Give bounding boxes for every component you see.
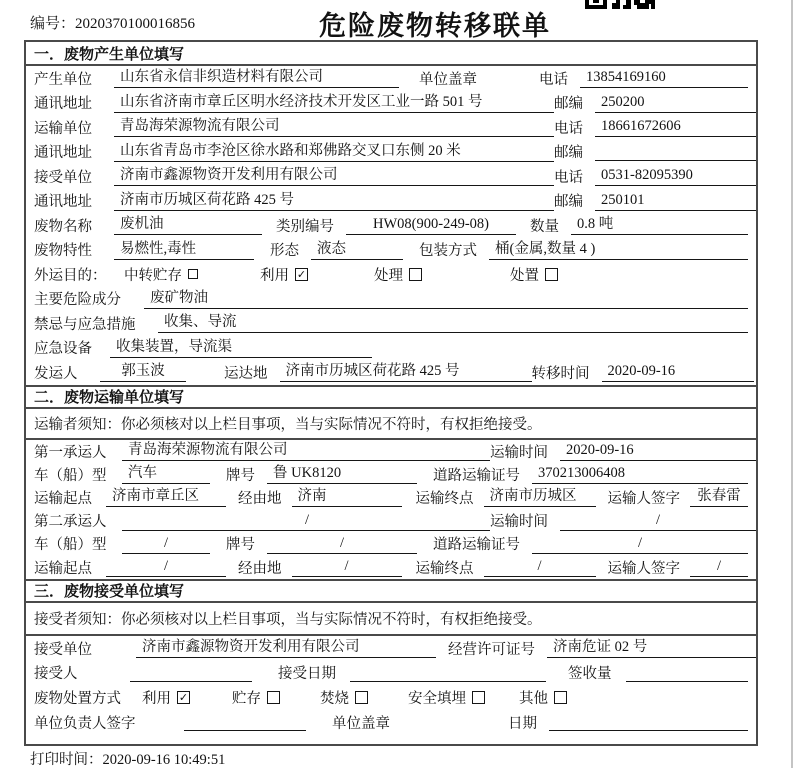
receiver-phone: 0531-82095390 (595, 166, 758, 186)
row-taboo-measures (26, 311, 756, 336)
transporter-notice-text: 运输者须知：你必须核对以上栏目事项，当与实际情况不符时，有权拒绝接受。 (34, 416, 542, 433)
row-vehicle-2 (26, 532, 756, 555)
transporter-sign-label: 运输人签字 (607, 560, 680, 577)
receiver-notice-text: 接受者须知：你必须核对以上栏目事项，当与实际情况不符时，有权拒绝接受。 (34, 611, 542, 628)
shipper-label: 发运人 (34, 365, 78, 382)
carrier2-label: 第二承运人 (34, 514, 107, 531)
plate-2: / (267, 534, 417, 554)
address-label: 通讯地址 (34, 194, 92, 211)
route-via-label: 经由地 (238, 490, 282, 507)
transporter-phone: 18661672606 (595, 117, 758, 137)
address-label: 通讯地址 (34, 145, 92, 162)
option-incinerate-label: 焚烧 (320, 691, 349, 708)
route-start-1: 济南市章丘区 (106, 487, 226, 507)
transporter-label: 运输单位 (34, 120, 92, 137)
responsible-sign-label: 单位负责人签字 (34, 715, 136, 732)
route-start-label: 运输起点 (34, 560, 92, 577)
signed-qty-label: 签收量 (568, 666, 612, 683)
carrier1-label: 第一承运人 (34, 444, 107, 461)
row-producer-address (26, 91, 756, 116)
form-label: 形态 (270, 243, 299, 260)
print-time: 打印时间：2020-09-16 10:49:51 (30, 752, 226, 768)
row-route-2 (26, 555, 756, 578)
doc-number: 编号：2020370100016856 (30, 16, 196, 32)
date-label: 日期 (508, 715, 537, 732)
option-landfill-label: 安全填埋 (408, 691, 466, 708)
signed-qty (626, 664, 749, 682)
waste-code: HW08(900-249-08) (346, 215, 516, 235)
zip-label: 邮编 (554, 96, 583, 113)
road-permit-1: 370213006408 (532, 464, 748, 484)
row-shipper (26, 360, 756, 385)
destination-value: 济南市历城区荷花路 425 号 (280, 362, 532, 382)
row-producer (26, 66, 756, 91)
transport-time-label: 运输时间 (490, 444, 548, 461)
row-vehicle-1 (26, 463, 756, 486)
row-hazard-components (26, 287, 756, 312)
carrier2-value: / (122, 511, 490, 531)
row-disposal-method (26, 685, 756, 710)
waste-traits-label: 废物特性 (34, 243, 92, 260)
hazard-value: 废矿物油 (144, 289, 748, 309)
waste-name-label: 废物名称 (34, 218, 92, 235)
row-waste-traits (26, 238, 756, 263)
plate-label: 牌号 (226, 537, 255, 554)
option-storage-label: 贮存 (232, 691, 261, 708)
waste-qty: 0.8 吨 (571, 215, 748, 235)
transport-time-label: 运输时间 (490, 514, 548, 531)
receiver-value: 济南市鑫源物资开发利用有限公司 (114, 166, 554, 186)
equipment-label: 应急设备 (34, 341, 92, 358)
hazard-label: 主要危险成分 (34, 292, 121, 309)
row-route-1 (26, 486, 756, 509)
transporter-value: 青岛海荣源物流有限公司 (114, 117, 554, 137)
transport-time-2: / (560, 511, 756, 531)
waste-name: 废机油 (114, 215, 262, 235)
road-permit-2: / (532, 534, 748, 554)
transporter-notice (26, 409, 756, 440)
transporter-sign-label: 运输人签字 (607, 490, 680, 507)
route-end-label: 运输终点 (415, 560, 474, 577)
receiver-notice (26, 603, 756, 636)
row-receiver-address (26, 189, 756, 214)
option-utilize-label: 利用 (142, 691, 171, 708)
route-start-label: 运输起点 (34, 490, 92, 507)
transporter-zip (595, 143, 758, 161)
row-receiving-unit (26, 636, 756, 661)
taboo-value: 收集、导流 (158, 313, 748, 333)
row-transporter (26, 115, 756, 140)
waste-form: 液态 (311, 240, 403, 260)
vehicle-type-label: 车（船）型 (34, 467, 107, 484)
taboo-label: 禁忌与应急措施 (34, 316, 136, 333)
checkbox-storage (267, 691, 280, 704)
route-end-label: 运输终点 (415, 490, 474, 507)
option-treat-label: 处理 (374, 267, 403, 284)
row-receiver (26, 164, 756, 189)
purpose-label: 外运目的： (34, 267, 107, 284)
vehicle-type-label: 车（船）型 (34, 537, 107, 554)
row-waste-name (26, 213, 756, 238)
route-via-2: / (292, 557, 402, 577)
option-transfer-storage-label: 中转贮存 (124, 267, 182, 284)
transporter-address: 山东省青岛市李沧区徐水路和郑佛路交叉口东侧 20 米 (114, 142, 554, 162)
page-title: 危险废物转移联单 (319, 11, 551, 41)
producer-address: 山东省济南市章丘区明水经济技术开发区工业一路 501 号 (114, 93, 554, 113)
section-3-header: 三．废物接受单位填写 (26, 579, 756, 603)
producer-phone: 13854169160 (580, 68, 748, 88)
unit-seal-label: 单位盖章 (332, 715, 390, 732)
destination-label: 运达地 (224, 365, 268, 382)
waste-qty-label: 数量 (530, 218, 559, 235)
checkbox-incinerate (355, 691, 368, 704)
road-permit-label: 道路运输证号 (433, 467, 520, 484)
road-permit-label: 道路运输证号 (433, 537, 520, 554)
route-end-1: 济南市历城区 (484, 487, 596, 507)
receiving-unit-label: 接受单位 (34, 641, 92, 658)
accept-person (130, 664, 252, 682)
equipment-value: 收集装置，导流渠 (110, 338, 372, 358)
row-accept (26, 660, 756, 685)
receiving-unit-value: 济南市鑫源物资开发利用有限公司 (136, 638, 436, 658)
shipper-name: 郭玉波 (100, 362, 186, 382)
manifest-form (24, 40, 758, 746)
transporter-sign-1: 张春雷 (690, 487, 748, 507)
route-start-2: / (106, 557, 226, 577)
vehicle-type-2: / (122, 534, 210, 554)
receiver-address: 济南市历城区荷花路 425 号 (114, 191, 554, 211)
phone-label: 电话 (539, 71, 568, 88)
responsible-sign (184, 713, 306, 731)
route-end-2: / (484, 557, 596, 577)
checkbox-utilize-2: ✓ (178, 691, 189, 705)
waste-code-label: 类别编号 (276, 218, 334, 235)
producer-label: 产生单位 (34, 71, 92, 88)
license-label: 经营许可证号 (448, 641, 535, 658)
section-1-header: 一．废物产生单位填写 (26, 42, 756, 66)
route-via-1: 济南 (292, 487, 402, 507)
receiver-label: 接受单位 (34, 169, 92, 186)
row-carrier-1 (26, 440, 756, 463)
transfer-time-label: 转移时间 (531, 365, 590, 382)
checkbox-other (554, 691, 567, 704)
producer-value: 山东省永信非织造材料有限公司 (114, 68, 399, 88)
vehicle-type-1: 汽车 (122, 464, 210, 484)
transport-time-1: 2020-09-16 (560, 441, 756, 461)
qr-code-icon (585, 0, 655, 10)
route-via-label: 经由地 (238, 560, 282, 577)
accept-date-label: 接受日期 (278, 666, 336, 683)
checkbox-transfer-storage (188, 269, 198, 279)
disposal-label: 废物处置方式 (34, 691, 121, 708)
transfer-time: 2020-09-16 (602, 362, 754, 382)
option-other-label: 其他 (519, 691, 548, 708)
license-value: 济南危证 02 号 (547, 638, 758, 658)
row-transporter-address (26, 140, 756, 165)
option-utilize-label: 利用 (260, 267, 289, 284)
checkbox-landfill (472, 691, 485, 704)
phone-label: 电话 (554, 169, 583, 186)
plate-label: 牌号 (226, 467, 255, 484)
unit-seal-label: 单位盖章 (419, 71, 477, 88)
accept-person-label: 接受人 (34, 666, 78, 683)
producer-zip: 250200 (595, 93, 758, 113)
carrier1-value: 青岛海荣源物流有限公司 (122, 441, 490, 461)
zip-label: 邮编 (554, 145, 583, 162)
checkbox-treat (409, 268, 422, 281)
option-dispose-label: 处置 (510, 267, 539, 284)
plate-1: 鲁 UK8120 (267, 464, 417, 484)
waste-traits: 易燃性,毒性 (114, 240, 254, 260)
transporter-sign-2: / (690, 557, 748, 577)
row-responsible-sign (26, 710, 756, 735)
row-emergency-equipment (26, 336, 756, 361)
accept-date (350, 664, 546, 682)
waste-packing: 桶(金属,数量 4 ) (489, 240, 748, 260)
section-2-header: 二．废物运输单位填写 (26, 385, 756, 409)
packing-label: 包装方式 (419, 243, 477, 260)
checkbox-dispose (545, 268, 558, 281)
row-transfer-purpose (26, 262, 756, 287)
phone-label: 电话 (554, 120, 583, 137)
sign-date (549, 713, 748, 731)
row-carrier-2 (26, 509, 756, 532)
page-edge-divider (791, 0, 793, 768)
receiver-zip: 250101 (595, 191, 758, 211)
checkbox-utilize: ✓ (296, 267, 307, 281)
zip-label: 邮编 (554, 194, 583, 211)
address-label: 通讯地址 (34, 96, 92, 113)
